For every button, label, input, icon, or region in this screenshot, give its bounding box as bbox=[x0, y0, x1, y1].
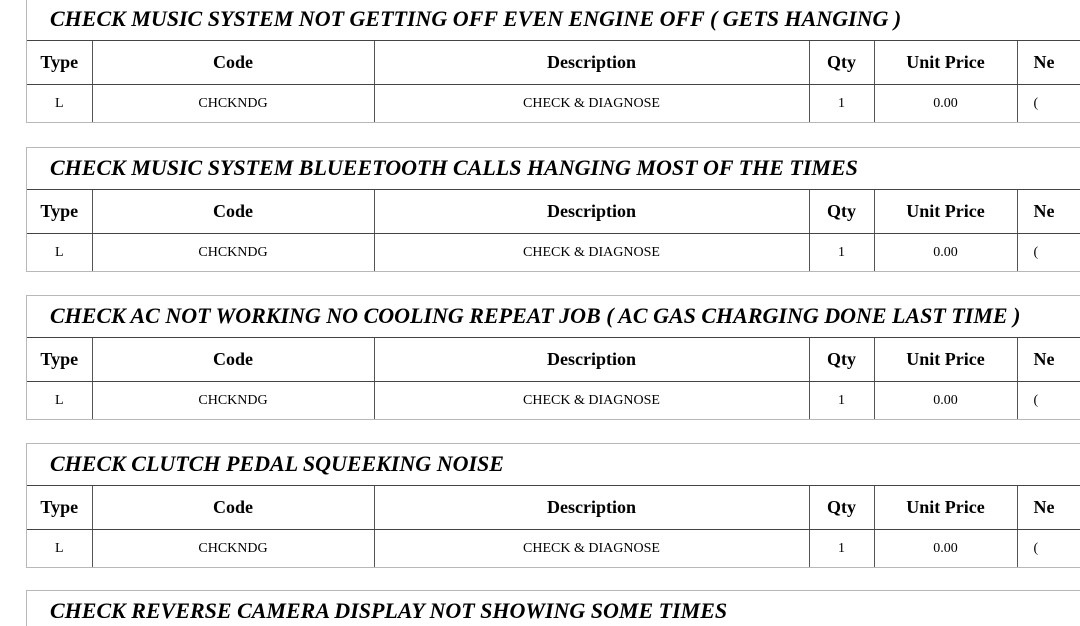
cell-description: CHECK & DIAGNOSE bbox=[374, 530, 809, 568]
table-header-row bbox=[27, 190, 1080, 234]
job-block bbox=[26, 147, 1080, 272]
cell-unit-price: 0.00 bbox=[874, 85, 1017, 123]
cell-net: ( bbox=[1017, 85, 1080, 123]
header-code: Code bbox=[92, 190, 374, 234]
cell-type: L bbox=[54, 95, 64, 111]
cell-description: CHECK & DIAGNOSE bbox=[374, 85, 809, 123]
table-header-row bbox=[27, 486, 1080, 530]
header-code: Code bbox=[92, 486, 374, 530]
job-title: CHECK MUSIC SYSTEM NOT GETTING OFF EVEN ENGINE OFF ( GETS HANGING ) bbox=[27, 0, 1080, 41]
job-items-table bbox=[27, 338, 1080, 419]
cell-net: ( bbox=[1017, 382, 1080, 420]
cell-net: ( bbox=[1017, 530, 1080, 568]
cell-qty: 1 bbox=[809, 530, 874, 568]
table-row bbox=[27, 530, 1080, 568]
header-description: Description bbox=[374, 41, 809, 85]
header-description: Description bbox=[374, 190, 809, 234]
job-title: CHECK REVERSE CAMERA DISPLAY NOT SHOWING SOME TIMES bbox=[27, 591, 1080, 626]
header-code: Code bbox=[92, 338, 374, 382]
job-items-table bbox=[27, 486, 1080, 567]
cell-description: CHECK & DIAGNOSE bbox=[374, 382, 809, 420]
cell-qty: 1 bbox=[809, 85, 874, 123]
cell-unit-price: 0.00 bbox=[874, 530, 1017, 568]
job-block bbox=[26, 0, 1080, 123]
job-title: CHECK AC NOT WORKING NO COOLING REPEAT JOB ( AC GAS CHARGING DONE LAST TIME ) bbox=[27, 296, 1080, 338]
job-items-table bbox=[27, 190, 1080, 271]
cell-type: L bbox=[54, 392, 64, 408]
job-block bbox=[26, 295, 1080, 420]
header-unit-price: Unit Price bbox=[874, 41, 1017, 85]
header-unit-price: Unit Price bbox=[874, 338, 1017, 382]
header-type: Type bbox=[27, 338, 92, 382]
header-unit-price: Unit Price bbox=[874, 190, 1017, 234]
cell-code: CHCKNDG bbox=[92, 85, 374, 123]
header-code: Code bbox=[92, 41, 374, 85]
cell-code: CHCKNDG bbox=[92, 234, 374, 272]
job-title: CHECK MUSIC SYSTEM BLUEETOOTH CALLS HANGING MOST OF THE TIMES bbox=[27, 148, 1080, 190]
cell-qty: 1 bbox=[809, 234, 874, 272]
table-row bbox=[27, 382, 1080, 420]
cell-type: L bbox=[54, 244, 64, 260]
header-net: Ne bbox=[1017, 486, 1080, 530]
cell-type: L bbox=[54, 540, 64, 556]
header-description: Description bbox=[374, 486, 809, 530]
job-block bbox=[26, 590, 1080, 626]
header-type: Type bbox=[27, 486, 92, 530]
header-net: Ne bbox=[1017, 41, 1080, 85]
header-qty: Qty bbox=[809, 190, 874, 234]
cell-qty: 1 bbox=[809, 382, 874, 420]
header-qty: Qty bbox=[809, 486, 874, 530]
header-type: Type bbox=[27, 190, 92, 234]
cell-unit-price: 0.00 bbox=[874, 382, 1017, 420]
table-row bbox=[27, 234, 1080, 272]
cell-unit-price: 0.00 bbox=[874, 234, 1017, 272]
cell-code: CHCKNDG bbox=[92, 382, 374, 420]
cell-net: ( bbox=[1017, 234, 1080, 272]
header-net: Ne bbox=[1017, 190, 1080, 234]
job-items-table bbox=[27, 41, 1080, 122]
header-qty: Qty bbox=[809, 41, 874, 85]
table-header-row bbox=[27, 41, 1080, 85]
job-title: CHECK CLUTCH PEDAL SQUEEKING NOISE bbox=[27, 444, 1080, 486]
header-description: Description bbox=[374, 338, 809, 382]
table-header-row bbox=[27, 338, 1080, 382]
header-type: Type bbox=[27, 41, 92, 85]
cell-description: CHECK & DIAGNOSE bbox=[374, 234, 809, 272]
header-qty: Qty bbox=[809, 338, 874, 382]
header-net: Ne bbox=[1017, 338, 1080, 382]
cell-code: CHCKNDG bbox=[92, 530, 374, 568]
job-block bbox=[26, 443, 1080, 568]
header-unit-price: Unit Price bbox=[874, 486, 1017, 530]
table-row bbox=[27, 85, 1080, 123]
